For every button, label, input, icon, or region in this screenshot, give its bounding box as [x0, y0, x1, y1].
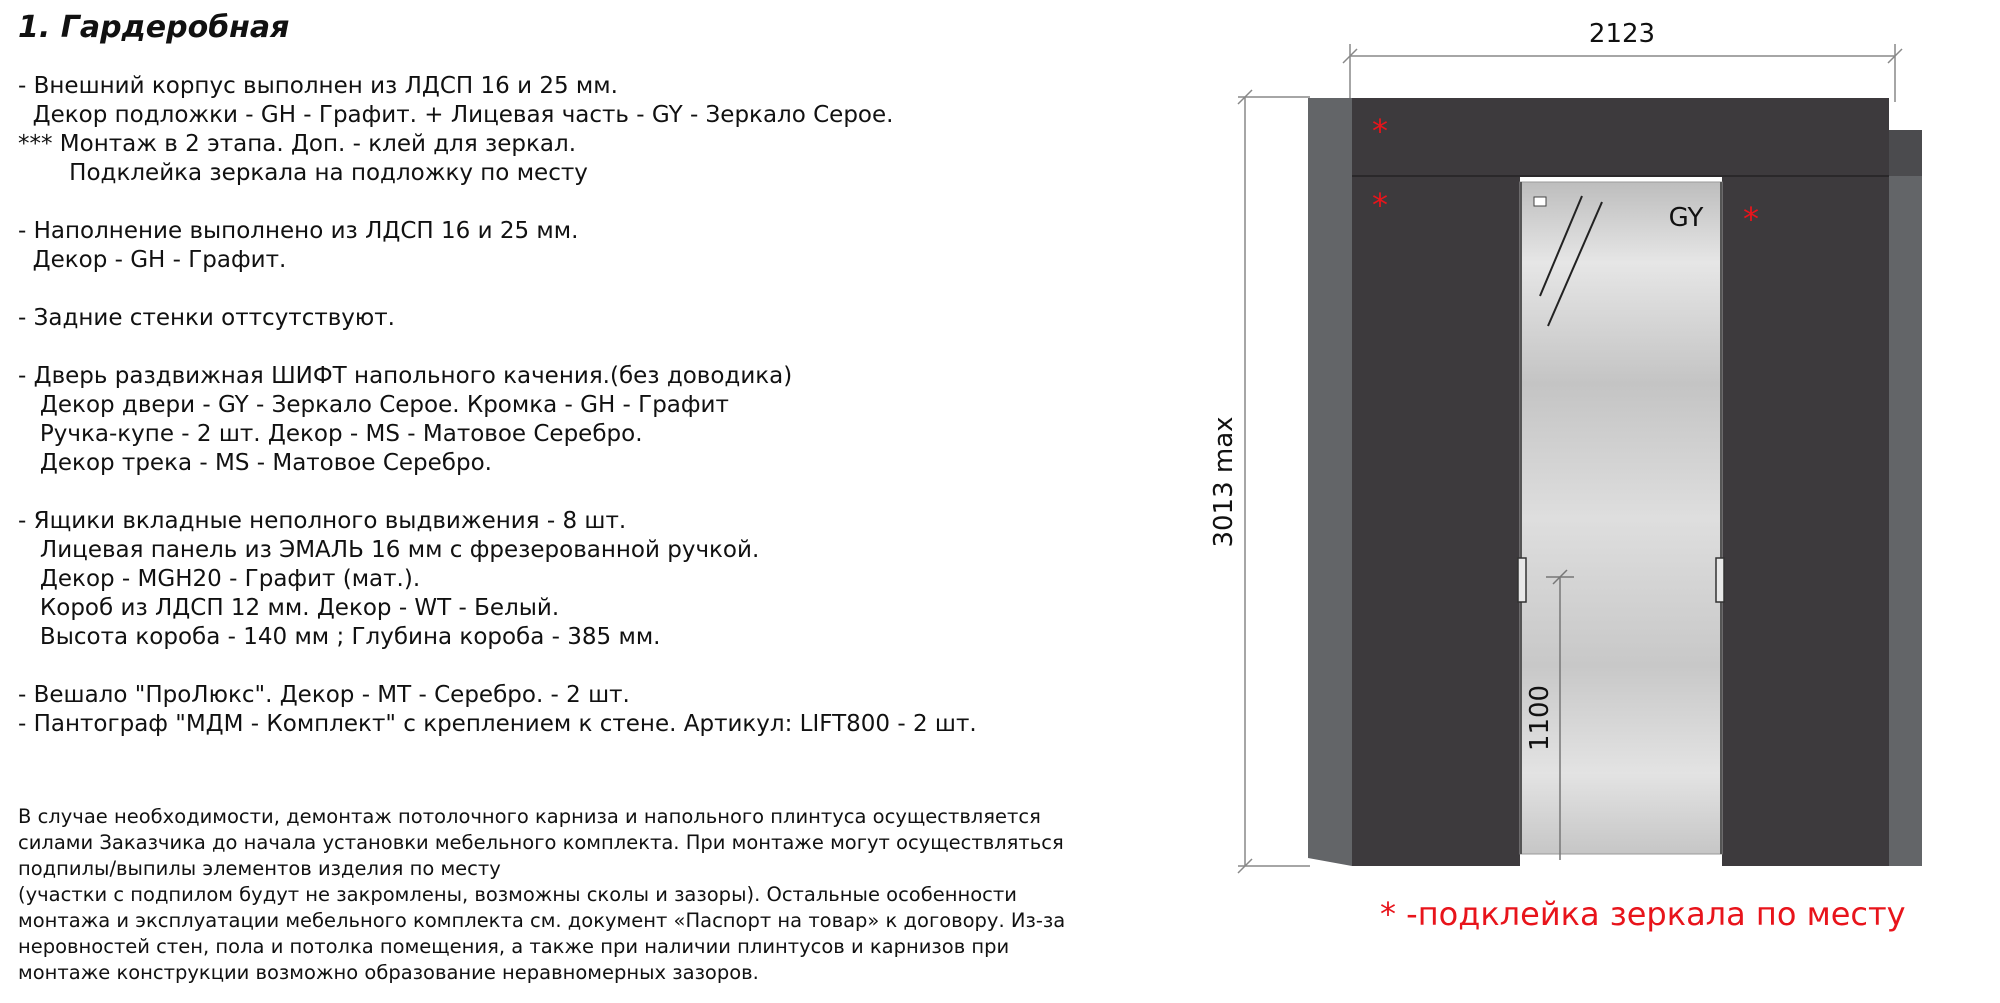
spec-line: Ручка-купе - 2 шт. Декор - MS - Матовое Серебро.	[18, 421, 643, 447]
width-label: 2123	[1588, 19, 1656, 49]
note-line: В случае необходимости, демонтаж потолочного карниза и напольного плинтуса осуществляется	[18, 805, 1041, 828]
note-line: силами Заказчика до начала установки мебельного комплекта. При монтаже могут осуществляться	[18, 831, 1064, 854]
height-dimension	[1238, 90, 1310, 873]
mirror-label: GY	[1668, 203, 1704, 233]
right-side-panel	[1889, 130, 1922, 866]
handle-left	[1518, 558, 1526, 602]
spec-line: Подклейка зеркала на подложку по месту	[18, 160, 588, 186]
note-line: подпилы/выпилы элементов изделия по месту	[18, 857, 501, 880]
spec-line: Декор подложки - GH - Графит. + Лицевая часть - GY - Зеркало Серое.	[18, 102, 894, 128]
asterisk-marker: *	[1372, 112, 1388, 150]
spec-line: Высота короба - 140 мм ; Глубина короба - 385 мм.	[18, 624, 661, 650]
note-line: неровностей стен, пола и потолка помещения, а также при наличии плинтусов и карнизов при	[18, 935, 1010, 958]
back-panel-right	[1722, 177, 1889, 866]
asterisk-marker: *	[1372, 186, 1388, 224]
note-line: монтажа и эксплуатации мебельного комплекта см. документ «Паспорт на товар» к договору. Из-за	[18, 909, 1066, 932]
height-label: 3013 max	[1209, 416, 1239, 548]
spec-line: Декор - GH - Графит.	[18, 247, 287, 273]
spec-line: Декор трека - MS - Матовое Серебро.	[18, 450, 492, 476]
top-panel	[1352, 98, 1889, 176]
note-line: (участки с подпилом будут не закромлены, возможны сколы и зазоры). Остальные особенности	[18, 883, 1017, 906]
spec-line: Декор - MGH20 - Графит (мат.).	[18, 566, 421, 592]
asterisk-legend: * -подклейка зеркала по месту	[1380, 895, 1906, 933]
spec-line: - Внешний корпус выполнен из ЛДСП 16 и 25 мм.	[18, 73, 618, 99]
spec-line: - Задние стенки оттсутствуют.	[18, 305, 395, 331]
handle-right	[1716, 558, 1724, 602]
note-line: монтаже конструкции возможно образование неравномерных зазоров.	[18, 961, 759, 984]
width-dimension	[1343, 44, 1902, 102]
spec-line: - Дверь раздвижная ШИФТ напольного качения.(без доводика)	[18, 363, 793, 389]
label-sticker-icon	[1534, 197, 1546, 206]
spec-line: Лицевая панель из ЭМАЛЬ 16 мм с фрезерованной ручкой.	[18, 537, 760, 563]
spec-line: - Пантограф "МДМ - Комплект" с креплением к стене. Артикул: LIFT800 - 2 шт.	[18, 711, 977, 737]
asterisk-marker: *	[1743, 200, 1759, 238]
page-title: 1. Гардеробная	[18, 10, 290, 45]
handle-height-label: 1100	[1525, 684, 1555, 752]
left-side-panel	[1308, 98, 1352, 866]
spec-line: - Наполнение выполнено из ЛДСП 16 и 25 мм.	[18, 218, 579, 244]
spec-line: Короб из ЛДСП 12 мм. Декор - WT - Белый.	[18, 595, 560, 621]
mirror-door	[1520, 182, 1722, 854]
spec-line: - Ящики вкладные неполного выдвижения - 8 шт.	[18, 508, 627, 534]
back-panel-left	[1352, 177, 1520, 866]
spec-line: *** Монтаж в 2 этапа. Доп. - клей для зеркал.	[18, 131, 577, 157]
spec-line: - Вешало "ПроЛюкс". Декор - MT - Серебро. - 2 шт.	[18, 682, 630, 708]
spec-line: Декор двери - GY - Зеркало Серое. Кромка - GH - Графит	[18, 392, 729, 418]
